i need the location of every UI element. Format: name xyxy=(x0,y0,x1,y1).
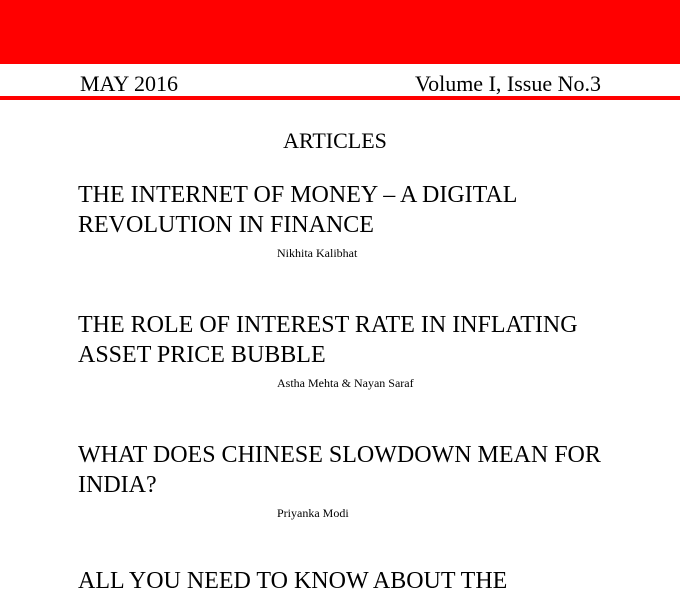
article-title[interactable]: WHAT DOES CHINESE SLOWDOWN MEAN FOR INDIA? xyxy=(78,442,601,498)
header-red-band xyxy=(0,0,680,64)
article-title[interactable]: THE INTERNET OF MONEY – A DIGITAL REVOLUTION IN FINANCE xyxy=(78,182,517,238)
article-item[interactable] xyxy=(78,566,618,596)
article-title[interactable]: THE ROLE OF INTEREST RATE IN INFLATING ASSET PRICE BUBBLE xyxy=(78,312,578,368)
article-item[interactable] xyxy=(78,440,618,520)
article-title[interactable]: ALL YOU NEED TO KNOW ABOUT THE xyxy=(78,568,508,594)
article-authors: Nikhita Kalibhat xyxy=(277,246,358,260)
article-item[interactable] xyxy=(78,310,618,390)
article-authors: Priyanka Modi xyxy=(277,506,349,520)
issue-info-bar xyxy=(0,64,680,98)
article-item[interactable] xyxy=(78,180,618,260)
header-divider xyxy=(0,96,680,100)
article-authors: Astha Mehta & Nayan Saraf xyxy=(277,376,414,390)
issue-date: MAY 2016 xyxy=(80,71,179,96)
issue-volume: Volume I, Issue No.3 xyxy=(415,71,601,96)
section-heading: ARTICLES xyxy=(283,128,387,153)
